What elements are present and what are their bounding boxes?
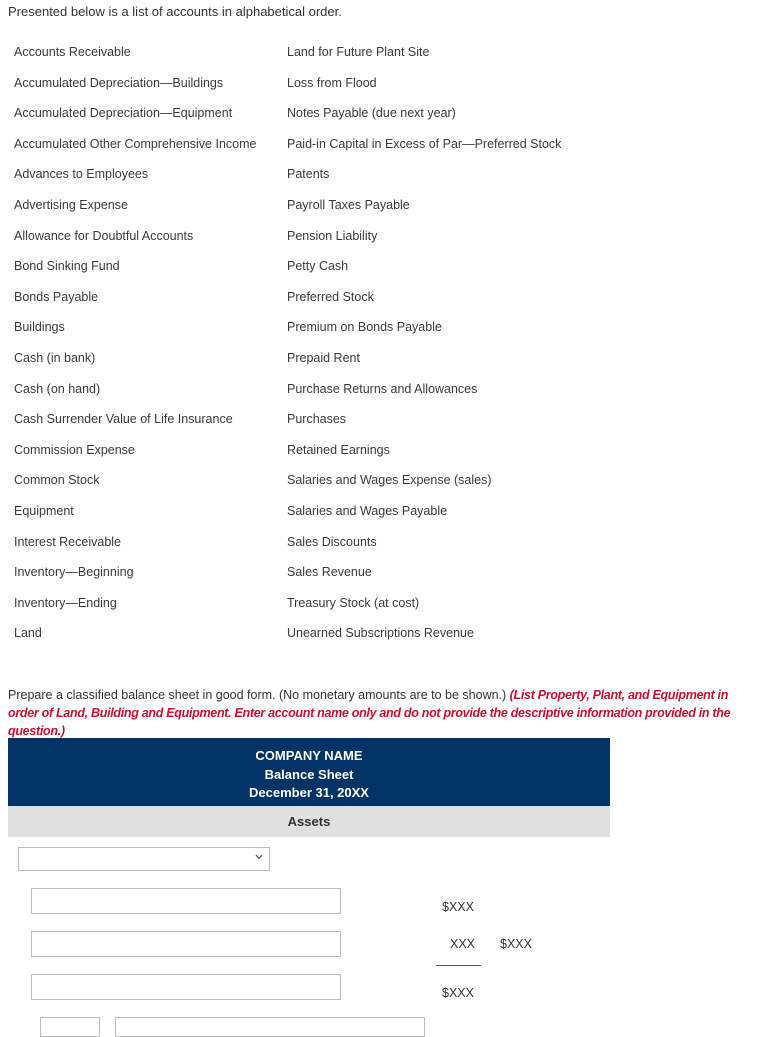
account-list-item: Notes Payable (due next year) <box>287 106 456 121</box>
account-input-3[interactable] <box>31 974 341 1000</box>
statement-title: Balance Sheet <box>264 766 354 782</box>
account-list-item: Land for Future Plant Site <box>287 45 430 59</box>
intro-text: Presented below is a list of accounts in alphabetical order. <box>8 4 342 19</box>
account-list-item: Purchase Returns and Allowances <box>287 381 478 396</box>
statement-date: December 31, 20XX <box>249 785 369 800</box>
indent-input[interactable] <box>40 1017 100 1037</box>
section-heading-dropdown[interactable] <box>18 847 270 871</box>
account-input-1[interactable] <box>31 888 341 914</box>
chevron-down-icon <box>255 852 263 865</box>
account-input-4[interactable] <box>115 1017 425 1037</box>
account-list-item: Salaries and Wages Expense (sales) <box>287 473 492 488</box>
account-list-item: Petty Cash <box>287 259 349 274</box>
instructions-main: Prepare a classified balance sheet in good form. (No monetary amounts are to be shown.) <box>8 688 510 702</box>
account-list-item: Unearned Subscriptions Revenue <box>287 626 474 641</box>
account-list-item: Advertising Expense <box>14 198 128 212</box>
account-list-item: Preferred Stock <box>287 289 374 304</box>
account-list-item: Salaries and Wages Payable <box>287 504 448 518</box>
assets-section-header: Assets <box>8 806 610 837</box>
account-list-item: Inventory—Beginning <box>14 565 134 580</box>
account-list-item: Commission Expense <box>14 442 135 457</box>
account-list-item: Paid-in Capital in Excess of Par—Preferred Stock <box>287 136 562 151</box>
account-list-item: Allowance for Doubtful Accounts <box>14 228 194 243</box>
account-list-item: Equipment <box>14 504 74 518</box>
account-list-item: Bond Sinking Fund <box>14 259 120 274</box>
account-list-item: Cash (in bank) <box>14 351 96 365</box>
account-list-item: Advances to Employees <box>14 167 149 182</box>
account-list-item: Premium on Bonds Payable <box>287 320 442 335</box>
company-name: COMPANY NAME <box>255 748 363 763</box>
account-list-item: Retained Earnings <box>287 442 390 457</box>
account-input-2[interactable] <box>31 931 341 957</box>
account-list-item: Accounts Receivable <box>14 45 131 59</box>
instructions <box>8 686 756 740</box>
account-list-item: Accumulated Depreciation—Buildings <box>14 75 224 90</box>
amount-1: $XXX <box>442 900 474 914</box>
account-list-item: Interest Receivable <box>14 534 122 549</box>
account-list-item: Land <box>14 626 42 641</box>
account-list-item: Inventory—Ending <box>14 595 117 610</box>
subtotal-rule <box>436 965 481 966</box>
account-list-item: Purchases <box>287 412 347 427</box>
account-list-item: Pension Liability <box>287 228 378 243</box>
account-list-item: Loss from Flood <box>287 75 377 90</box>
account-list-item: Payroll Taxes Payable <box>287 198 410 212</box>
amount-2-col2: $XXX <box>500 937 532 951</box>
account-list-item: Accumulated Other Comprehensive Income <box>14 136 257 151</box>
account-list-item: Buildings <box>14 320 65 335</box>
statement-header <box>8 738 610 806</box>
instructions-note: (List Property, Plant, and Equipment in order of Land, Building and Equipment. Enter account name only and do not provide the descriptive information provided in the question.) <box>8 688 731 738</box>
account-list-item: Prepaid Rent <box>287 351 360 365</box>
amount-3: $XXX <box>442 986 474 1000</box>
account-list-item: Patents <box>287 167 330 182</box>
amount-2-col1: XXX <box>450 937 476 951</box>
account-list-item: Cash Surrender Value of Life Insurance <box>14 412 233 427</box>
account-list-item: Treasury Stock (at cost) <box>287 595 420 610</box>
account-list-item: Accumulated Depreciation—Equipment <box>14 106 233 121</box>
account-list-item: Sales Revenue <box>287 565 372 580</box>
account-list-item: Bonds Payable <box>14 289 99 304</box>
account-list-item: Common Stock <box>14 473 100 488</box>
account-list-item: Cash (on hand) <box>14 381 101 396</box>
account-list-item: Sales Discounts <box>287 534 377 549</box>
